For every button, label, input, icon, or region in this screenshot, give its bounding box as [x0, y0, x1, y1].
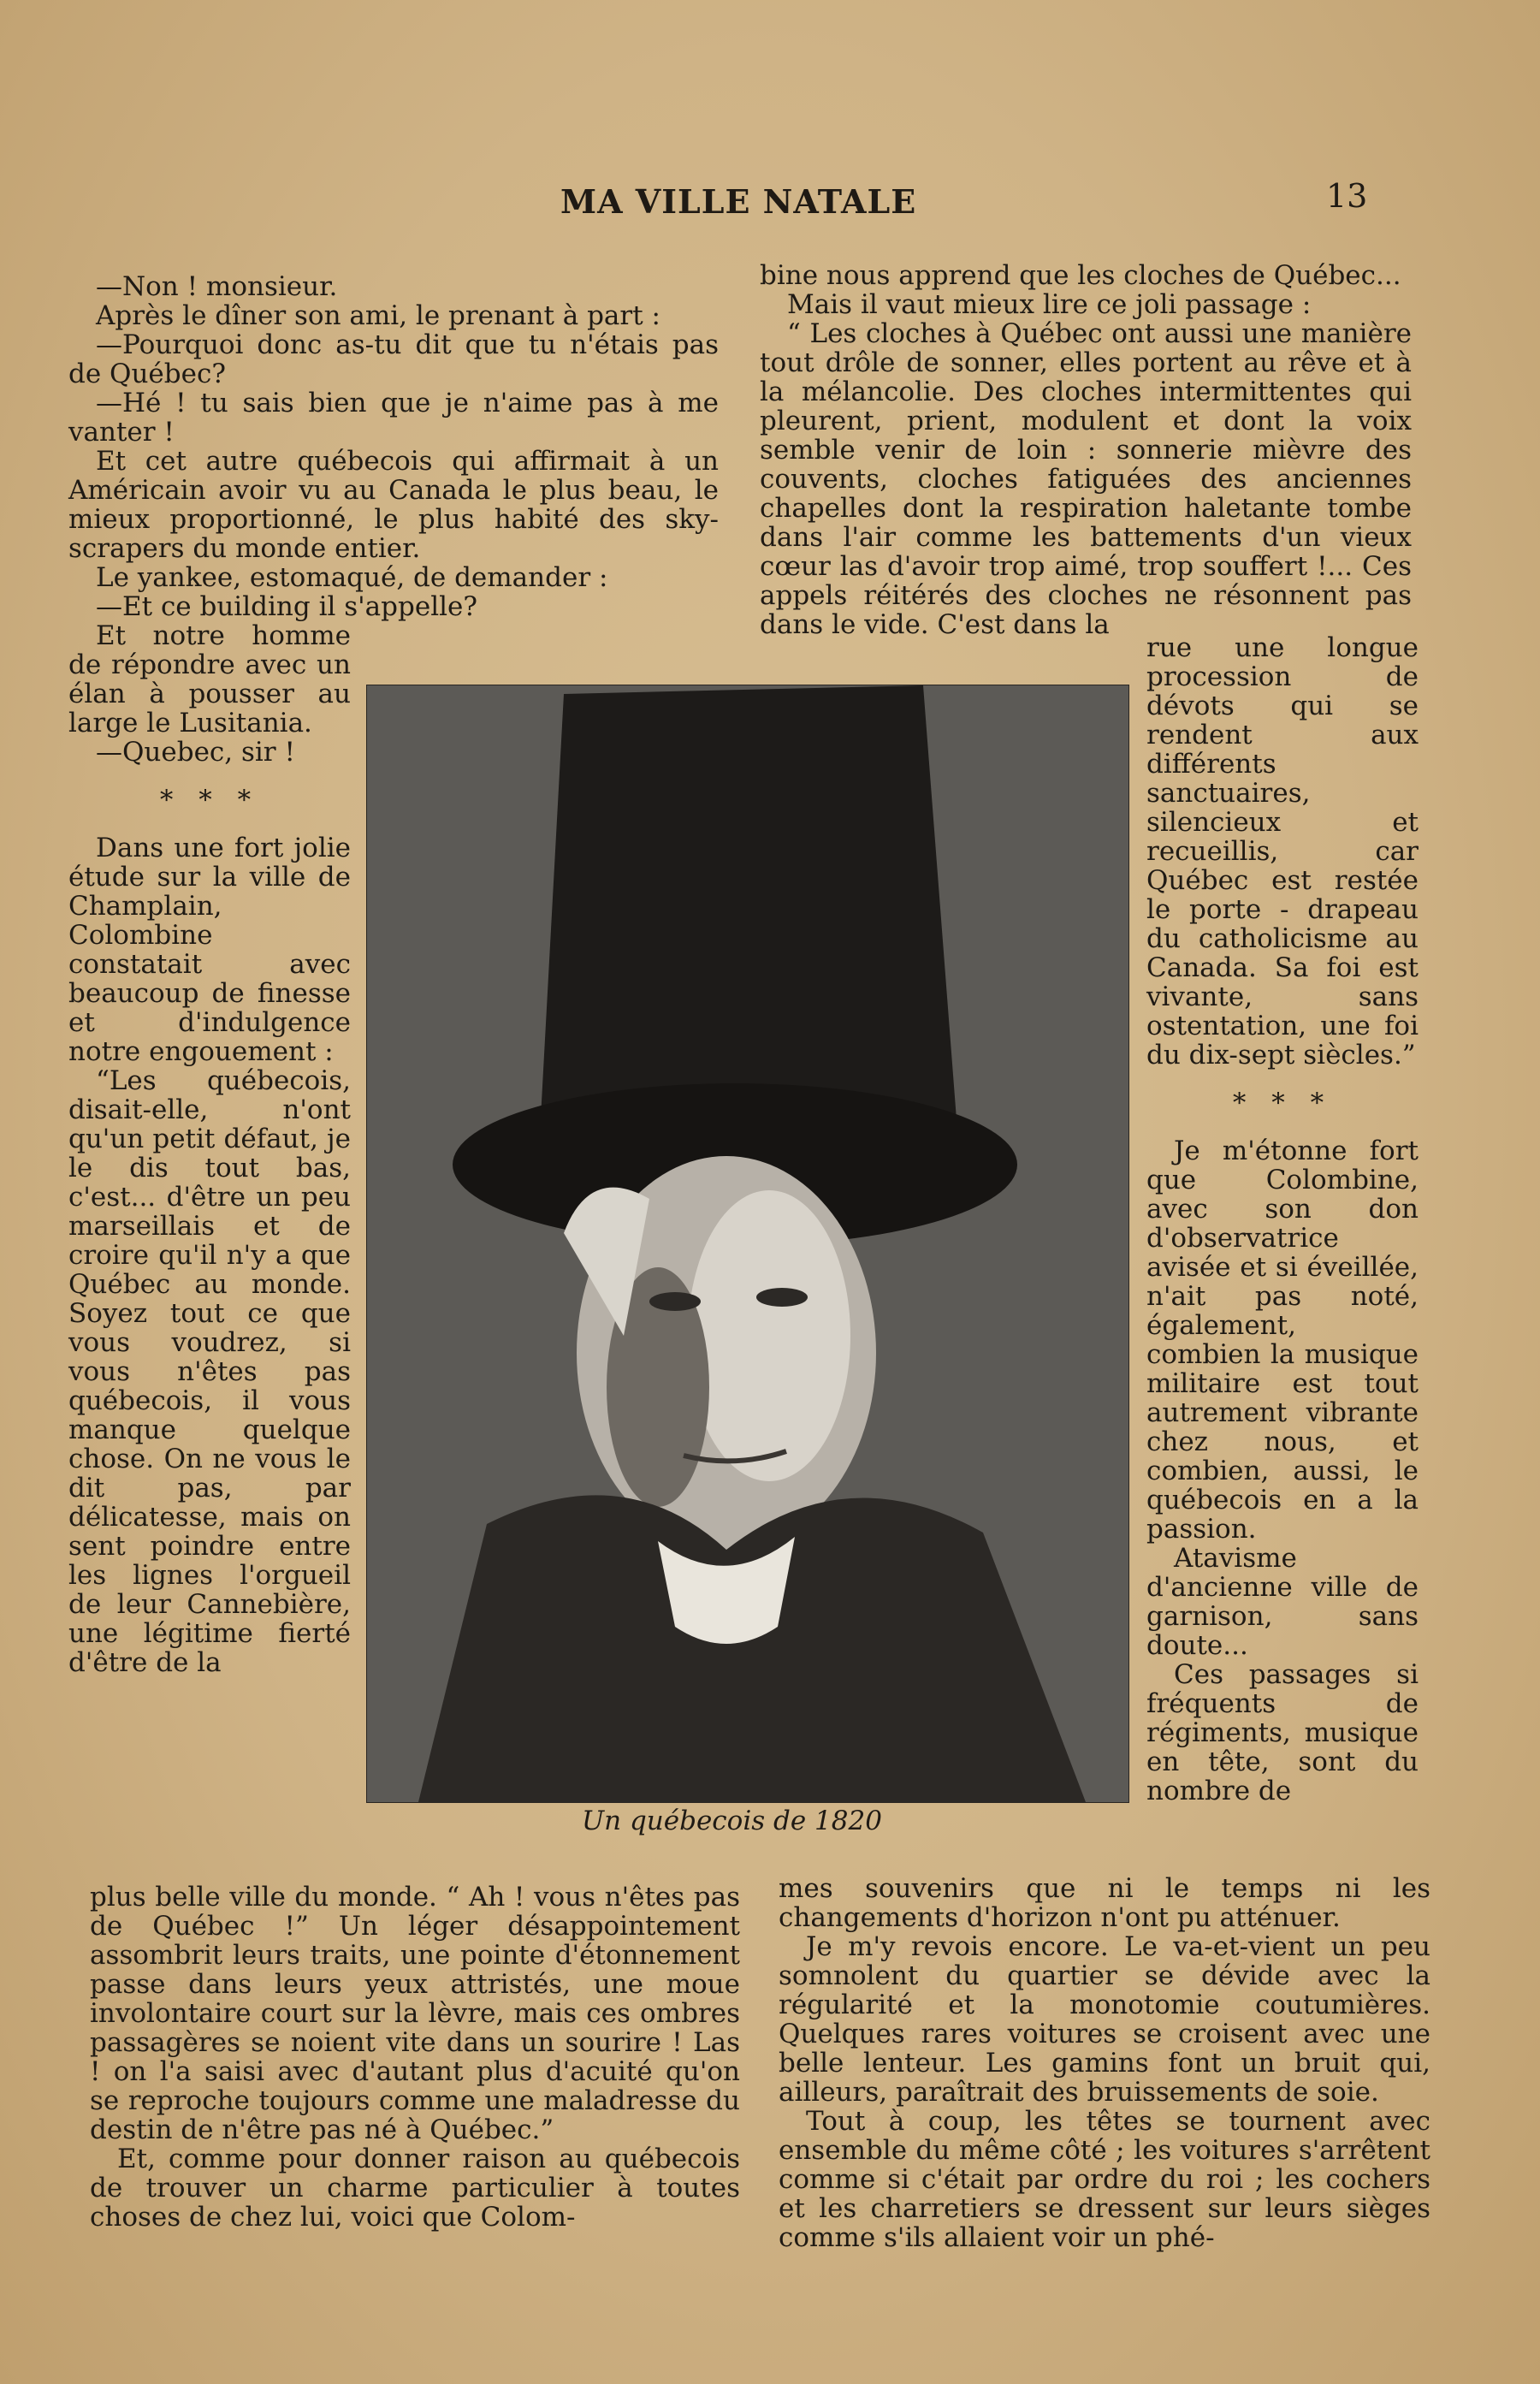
- paragraph: Dans une fort jolie étude sur la ville de Champlain, Colombine constatait avec beaucoup de finesse et d'indulgence notre engouement :: [68, 833, 351, 1067]
- page-header: [0, 175, 1540, 227]
- paragraph: —Hé ! tu sais bien que je n'aime pas à me vanter !: [68, 388, 719, 448]
- running-title: MA VILLE NATALE: [560, 182, 917, 221]
- right-column-beside-portrait: [1146, 633, 1419, 1806]
- paragraph: Je m'y revois encore. Le va-et-vient un peu somnolent du quartier se dévide avec la régularité et la monotomie coutumières. Quelques rares voitures se croisent avec une belle lenteur. Les gamins font un bruit qui, ailleurs, paraîtrait des bruissements de soie.: [779, 1931, 1430, 2108]
- right-column-bottom: [779, 1874, 1430, 2252]
- paragraph: Tout à coup, les têtes se tournent avec ensemble du même côté ; les voitures s'arrêtent comme si c'était par ordre du roi ; les cochers et les charretiers se dressent sur leurs sièges comme s'ils allaient voir un phé-: [779, 2106, 1430, 2253]
- paragraph: Le yankee, estomaqué, de demander :: [96, 562, 608, 593]
- paragraph: bine nous apprend que les cloches de Québec...: [760, 260, 1401, 291]
- paragraph: —Non ! monsieur.: [96, 271, 338, 302]
- paragraph: Je m'étonne fort que Colombine, avec son don d'observatrice avisée et si éveillée, n'ait pas noté, également, combien la musique militaire est tout autrement vibrante chez nous, et combien, aussi, le québecois en a la passion.: [1146, 1136, 1419, 1545]
- section-separator: * * *: [159, 785, 260, 815]
- paragraph: “Les québecois, disait-elle, n'ont qu'un petit défaut, je le dis tout bas, c'est... d'être un peu marseillais et de croire qu'il n'y a que Québec au monde. Soyez tout ce que vous voudrez, si vous n'êtes pas québecois, il vous manque quelque chose. On ne vous le dit pas, par délicatesse, mais on sent poindre entre les lignes l'orgueil de leur Cannebière, une légitime fierté d'être de la: [68, 1065, 351, 1678]
- portrait-engraving: [366, 685, 1129, 1803]
- paragraph: Et, comme pour donner raison au québecois de trouver un charme particulier à toutes choses de chez lui, voici que Colom-: [90, 2144, 740, 2233]
- paragraph: Et cet autre québecois qui affirmait à un Américain avoir vu au Canada le plus beau, le mieux proportionné, le plus habité des sky-scrapers du monde entier.: [68, 446, 719, 564]
- paragraph: Mais il vaut mieux lire ce joli passage :: [787, 289, 1312, 320]
- page-number: 13: [1326, 177, 1368, 215]
- portrait-illustration: [367, 685, 1128, 1802]
- paragraph: mes souvenirs que ni le temps ni les changements d'horizon n'ont pu atténuer.: [779, 1873, 1430, 1933]
- paragraph: plus belle ville du monde. “ Ah ! vous n'êtes pas de Québec !” Un léger désappointement assombrit leurs traits, une pointe d'étonnement passe dans leurs yeux attristés, une moue involontaire court sur la lèvre, mais ces ombres passagères se noient vite dans un sourire ! Las ! on l'a saisi avec d'autant plus d'acuité qu'on se reproche toujours comme une maladresse du destin de n'être pas né à Québec.”: [90, 1882, 740, 2145]
- paragraph: Atavisme d'ancienne ville de garnison, sans doute...: [1146, 1543, 1419, 1661]
- paragraph: Et notre homme de répondre avec un élan à pousser au large le Lusitania.: [68, 620, 351, 738]
- paragraph: —Et ce building il s'appelle?: [96, 591, 477, 622]
- paragraph: Après le dîner son ami, le prenant à part :: [96, 300, 660, 331]
- paragraph: —Quebec, sir !: [96, 737, 295, 768]
- left-column-beside-portrait: [68, 621, 351, 1677]
- paragraph: “ Les cloches à Québec ont aussi une manière tout drôle de sonner, elles portent au rêve et à la mélancolie. Des cloches intermittentes qui pleurent, prient, modulent et dont la voix semble venir de loin : sonnerie mièvre des couvents, cloches fatiguées des anciennes chapelles dont la respiration haletante tombe dans l'air comme les battements d'un vieux cœur las d'avoir trop aimé, trop souffert !... Ces appels réitérés des cloches ne résonnent pas dans le vide. C'est dans la: [760, 318, 1412, 640]
- left-column-top: [68, 272, 719, 621]
- paragraph: —Pourquoi donc as-tu dit que tu n'étais pas de Québec?: [68, 329, 719, 389]
- left-column-bottom: [90, 1883, 740, 2232]
- paragraph: Ces passages si fréquents de régiments, musique en tête, sont du nombre de: [1146, 1659, 1419, 1806]
- right-column-top: [760, 261, 1412, 639]
- section-separator: * * *: [1232, 1088, 1333, 1118]
- paragraph: rue une longue procession de dévots qui se rendent aux différents sanctuaires, silencieux et recueillis, car Québec est restée le porte - drapeau du catholicisme au Canada. Sa foi est vivante, sans ostentation, une foi du dix-sept siècles.”: [1146, 632, 1419, 1070]
- figure-caption: Un québecois de 1820: [582, 1806, 882, 1836]
